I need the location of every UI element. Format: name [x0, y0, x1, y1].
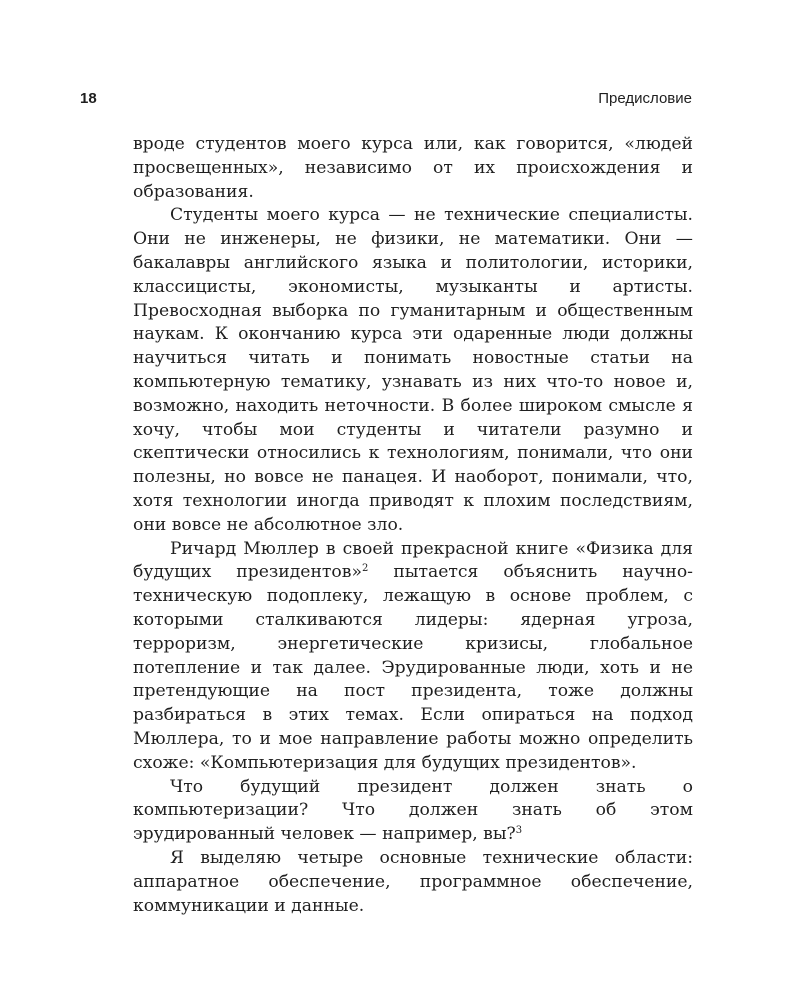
running-title: Предисловие: [598, 90, 692, 107]
footnote-marker: 3: [515, 825, 523, 837]
footnote-marker: 2: [361, 563, 369, 575]
paragraph-students: Студенты моего курса — не технические специалисты. Они не инженеры, не физики, не математики. Они — бакалавры английского языка и политологии, историки, классицисты, экономисты, музыканты и артисты. Превосходная выборка по гуманитарным и общественным наукам. К окончанию курса эти одаренные люди должны научиться читать и понимать новостные статьи на компьютерную тематику, узнавать из них что-то новое и, возможно, находить неточности. В более широком смысле я хочу, чтобы мои студенты и читатели разумно и скептически относились к технологиям, понимали, что они полезны, но вовсе не панацея. И наоборот, понимали, что, хотя технологии иногда приводят к плохим последствиям, они вовсе не абсолютное зло.: [133, 205, 693, 535]
paragraph-text: пытается объяснить научно-техническую подоплеку, лежащую в основе проблем, с которыми сталкиваются лидеры: ядерная угроза, терроризм, энергетические кризисы, глобальное потепление и так далее. Эрудированные люди, хоть и не претендующие на пост президента, тоже должны разбираться в этих темах. Если опираться на подход Мюллера, то и мое направление работы можно определить схоже: «Компьютеризация для будущих президентов».: [133, 562, 693, 773]
page-number: 18: [80, 90, 97, 107]
paragraph-areas: Я выделяю четыре основные технические области: аппаратное обеспечение, программное обеспечение, коммуникации и данные.: [133, 847, 693, 916]
body-text: [133, 133, 693, 918]
paragraph-continued: вроде студентов моего курса или, как говорится, «людей просвещенных», независимо от их происхождения и образования.: [133, 134, 693, 202]
paragraph-text: Что будущий президент должен знать о компьютеризации? Что должен знать об этом эрудированный человек — например, вы?: [133, 776, 693, 845]
paragraph-question: [133, 776, 693, 847]
paragraph-text: Ричард Мюллер в своей прекрасной книге «Физика для будущих президентов»: [133, 538, 693, 583]
page-header: [80, 90, 692, 112]
paragraph-muller: [133, 538, 693, 776]
